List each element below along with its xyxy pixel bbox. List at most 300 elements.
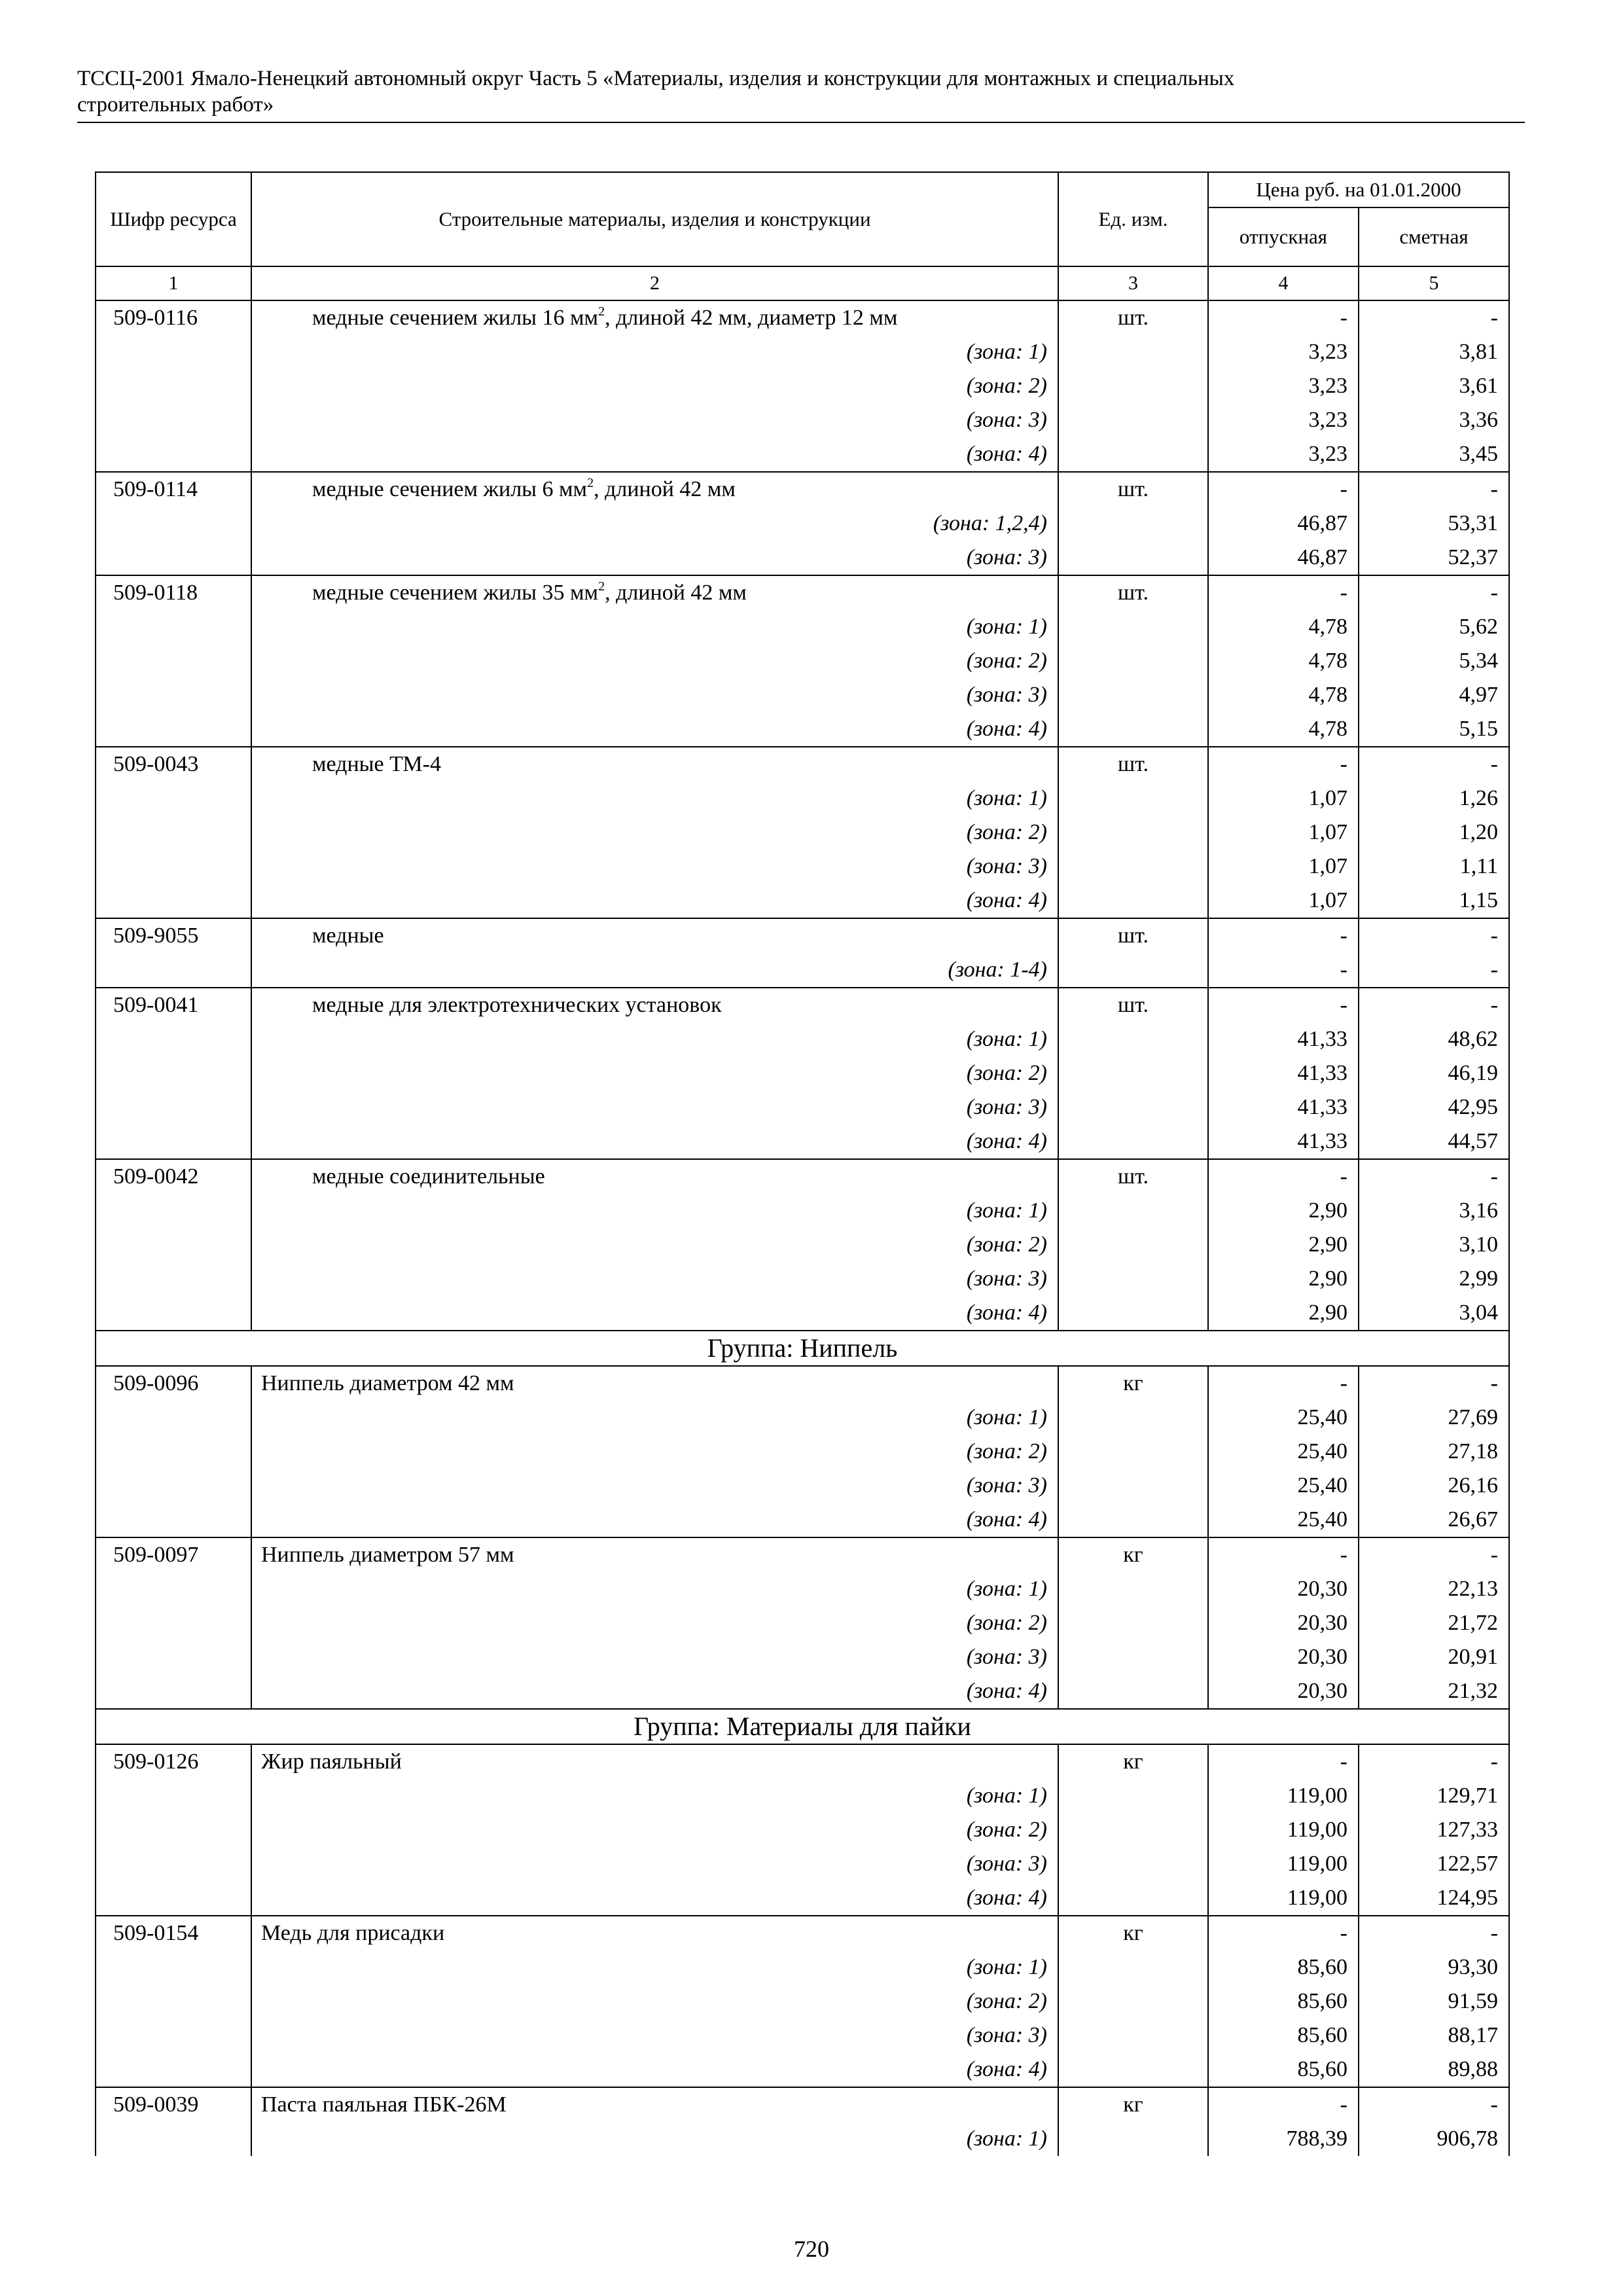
- resource-code: [96, 2018, 251, 2053]
- resource-code: 509-9055: [96, 918, 251, 953]
- zone-row: [96, 953, 1509, 988]
- resource-code: 509-0116: [96, 300, 251, 335]
- release-price: 20,30: [1208, 1572, 1359, 1606]
- zone-row: [96, 1469, 1509, 1503]
- unit-cell: [1058, 1022, 1208, 1056]
- estimate-price: 46,19: [1359, 1056, 1509, 1090]
- zone-label: (зона: 4): [251, 712, 1058, 747]
- resource-code: 509-0118: [96, 575, 251, 610]
- resource-code: [96, 1813, 251, 1847]
- resource-code: [96, 1640, 251, 1674]
- unit-cell: шт.: [1058, 747, 1208, 781]
- resource-code: 509-0096: [96, 1366, 251, 1401]
- unit-cell: [1058, 507, 1208, 541]
- zone-row: [96, 1022, 1509, 1056]
- zone-label: (зона: 3): [251, 1469, 1058, 1503]
- zone-label: (зона: 3): [251, 1847, 1058, 1881]
- zone-label: (зона: 2): [251, 1228, 1058, 1262]
- zone-label: (зона: 4): [251, 1296, 1058, 1331]
- zone-row: [96, 884, 1509, 918]
- material-name-text: Ниппель диаметром 42 мм: [261, 1371, 514, 1395]
- unit-cell: [1058, 816, 1208, 850]
- estimate-price: 5,15: [1359, 712, 1509, 747]
- material-name: [251, 1366, 1058, 1401]
- release-price: 25,40: [1208, 1401, 1359, 1435]
- zone-label: (зона: 1): [251, 1194, 1058, 1228]
- zone-label: (зона: 2): [251, 1813, 1058, 1847]
- zone-row: [96, 1779, 1509, 1813]
- zone-row: [96, 850, 1509, 884]
- material-name-text: Паста паяльная ПБК-26М: [261, 2092, 507, 2117]
- header-estimate: сметная: [1359, 207, 1509, 266]
- resource-code: [96, 1435, 251, 1469]
- zone-label: (зона: 3): [251, 1262, 1058, 1296]
- material-name: [251, 747, 1058, 781]
- resource-code: [96, 335, 251, 369]
- release-price: 2,90: [1208, 1228, 1359, 1262]
- zone-row: [96, 2053, 1509, 2087]
- estimate-price: 3,04: [1359, 1296, 1509, 1331]
- estimate-price: -: [1359, 1744, 1509, 1779]
- zone-label: (зона: 4): [251, 1503, 1058, 1537]
- release-price: -: [1208, 472, 1359, 507]
- estimate-price: 22,13: [1359, 1572, 1509, 1606]
- unit-cell: шт.: [1058, 472, 1208, 507]
- release-price: 25,40: [1208, 1435, 1359, 1469]
- material-name: [251, 1744, 1058, 1779]
- estimate-price: 129,71: [1359, 1779, 1509, 1813]
- header-price: Цена руб. на 01.01.2000: [1208, 172, 1509, 207]
- unit-cell: [1058, 712, 1208, 747]
- resource-code: [96, 953, 251, 988]
- material-name: [251, 1537, 1058, 1572]
- estimate-price: 5,34: [1359, 644, 1509, 678]
- resource-code: [96, 1950, 251, 1984]
- release-price: -: [1208, 747, 1359, 781]
- material-name-tail: , длиной 42 мм: [605, 581, 747, 605]
- zone-label: (зона: 1): [251, 1779, 1058, 1813]
- estimate-price: -: [1359, 1159, 1509, 1194]
- resource-code: [96, 1847, 251, 1881]
- material-name-text: медные сечением жилы 16 мм: [312, 306, 599, 330]
- release-price: 25,40: [1208, 1503, 1359, 1537]
- material-name: [251, 918, 1058, 953]
- estimate-price: -: [1359, 1916, 1509, 1950]
- unit-cell: кг: [1058, 1366, 1208, 1401]
- zone-row: [96, 1262, 1509, 1296]
- zone-label: (зона: 2): [251, 369, 1058, 403]
- unit-cell: [1058, 1779, 1208, 1813]
- material-name-text: Ниппель диаметром 57 мм: [261, 1543, 514, 1567]
- resource-code: 509-0114: [96, 472, 251, 507]
- release-price: -: [1208, 575, 1359, 610]
- resource-code: 509-0097: [96, 1537, 251, 1572]
- zone-label: (зона: 1): [251, 1950, 1058, 1984]
- resource-code: [96, 2053, 251, 2087]
- table-body: [96, 300, 1509, 2156]
- header-unit: Ед. изм.: [1058, 172, 1208, 266]
- resource-code: 509-0042: [96, 1159, 251, 1194]
- material-name: [251, 988, 1058, 1022]
- unit-cell: [1058, 610, 1208, 644]
- resource-code: [96, 369, 251, 403]
- zone-row: [96, 1056, 1509, 1090]
- header-rule: [77, 122, 1525, 123]
- unit-cell: кг: [1058, 1537, 1208, 1572]
- release-price: 41,33: [1208, 1090, 1359, 1124]
- unit-cell: [1058, 1674, 1208, 1709]
- column-number: 2: [251, 266, 1058, 300]
- zone-label: (зона: 3): [251, 2018, 1058, 2053]
- release-price: 1,07: [1208, 781, 1359, 816]
- estimate-price: 3,36: [1359, 403, 1509, 437]
- resource-code: 509-0043: [96, 747, 251, 781]
- zone-row: [96, 2018, 1509, 2053]
- zone-label: (зона: 4): [251, 437, 1058, 472]
- resource-code: [96, 1262, 251, 1296]
- estimate-price: 89,88: [1359, 2053, 1509, 2087]
- resource-code: 509-0041: [96, 988, 251, 1022]
- estimate-price: 5,62: [1359, 610, 1509, 644]
- release-price: 4,78: [1208, 712, 1359, 747]
- zone-row: [96, 437, 1509, 472]
- unit-cell: [1058, 1262, 1208, 1296]
- estimate-price: -: [1359, 575, 1509, 610]
- release-price: -: [1208, 1916, 1359, 1950]
- unit-cell: [1058, 1090, 1208, 1124]
- column-number: 5: [1359, 266, 1509, 300]
- header-line-2: строительных работ»: [77, 93, 274, 117]
- zone-label: (зона: 1): [251, 781, 1058, 816]
- zone-row: [96, 1228, 1509, 1262]
- zone-label: (зона: 1,2,4): [251, 507, 1058, 541]
- material-name-text: Медь для присадки: [261, 1921, 445, 1945]
- zone-row: [96, 507, 1509, 541]
- resource-code: [96, 1984, 251, 2018]
- zone-label: (зона: 4): [251, 1124, 1058, 1159]
- estimate-price: 44,57: [1359, 1124, 1509, 1159]
- zone-label: (зона: 4): [251, 1674, 1058, 1709]
- zone-label: (зона: 1): [251, 1401, 1058, 1435]
- unit-cell: шт.: [1058, 1159, 1208, 1194]
- zone-row: [96, 1296, 1509, 1331]
- estimate-price: -: [1359, 747, 1509, 781]
- price-table: [95, 171, 1510, 2156]
- material-name-text: медные сечением жилы 35 мм: [312, 581, 599, 605]
- release-price: 20,30: [1208, 1674, 1359, 1709]
- release-price: 41,33: [1208, 1124, 1359, 1159]
- zone-row: [96, 1435, 1509, 1469]
- zone-row: [96, 678, 1509, 712]
- estimate-price: 124,95: [1359, 1881, 1509, 1916]
- resource-code: [96, 541, 251, 575]
- resource-code: [96, 1779, 251, 1813]
- release-price: -: [1208, 300, 1359, 335]
- estimate-price: 20,91: [1359, 1640, 1509, 1674]
- zone-label: (зона: 1-4): [251, 953, 1058, 988]
- zone-row: [96, 1950, 1509, 1984]
- zone-row: [96, 610, 1509, 644]
- zone-label: (зона: 2): [251, 1435, 1058, 1469]
- resource-code: [96, 403, 251, 437]
- release-price: 1,07: [1208, 850, 1359, 884]
- unit-cell: [1058, 437, 1208, 472]
- resource-code: 509-0039: [96, 2087, 251, 2122]
- zone-label: (зона: 1): [251, 610, 1058, 644]
- unit-cell: [1058, 781, 1208, 816]
- material-name-text: медные соединительные: [312, 1164, 545, 1189]
- release-price: 4,78: [1208, 678, 1359, 712]
- page-number: 720: [794, 2236, 829, 2262]
- release-price: 3,23: [1208, 369, 1359, 403]
- estimate-price: 3,61: [1359, 369, 1509, 403]
- resource-code: [96, 678, 251, 712]
- release-price: -: [1208, 1366, 1359, 1401]
- column-number: 1: [96, 266, 251, 300]
- resource-code: [96, 1228, 251, 1262]
- release-price: -: [1208, 918, 1359, 953]
- zone-label: (зона: 2): [251, 1056, 1058, 1090]
- material-name-tail: , длиной 42 мм, диаметр 12 мм: [605, 306, 898, 330]
- resource-code: [96, 1503, 251, 1537]
- unit-cell: [1058, 1950, 1208, 1984]
- release-price: 3,23: [1208, 437, 1359, 472]
- zone-label: (зона: 3): [251, 850, 1058, 884]
- unit-cell: [1058, 541, 1208, 575]
- item-row: [96, 1537, 1509, 1572]
- header-code: Шифр ресурса: [96, 172, 251, 266]
- zone-row: [96, 1090, 1509, 1124]
- unit-cell: шт.: [1058, 988, 1208, 1022]
- release-price: 41,33: [1208, 1056, 1359, 1090]
- zone-row: [96, 1984, 1509, 2018]
- release-price: 788,39: [1208, 2122, 1359, 2156]
- zone-label: (зона: 3): [251, 678, 1058, 712]
- release-price: 1,07: [1208, 816, 1359, 850]
- estimate-price: 21,72: [1359, 1606, 1509, 1640]
- estimate-price: -: [1359, 953, 1509, 988]
- estimate-price: 122,57: [1359, 1847, 1509, 1881]
- estimate-price: 21,32: [1359, 1674, 1509, 1709]
- unit-cell: [1058, 1124, 1208, 1159]
- zone-label: (зона: 2): [251, 816, 1058, 850]
- estimate-price: -: [1359, 1537, 1509, 1572]
- estimate-price: 1,20: [1359, 816, 1509, 850]
- resource-code: [96, 1674, 251, 1709]
- release-price: 46,87: [1208, 507, 1359, 541]
- estimate-price: 52,37: [1359, 541, 1509, 575]
- resource-code: [96, 1124, 251, 1159]
- column-number: 3: [1058, 266, 1208, 300]
- resource-code: [96, 712, 251, 747]
- estimate-price: 3,10: [1359, 1228, 1509, 1262]
- resource-code: [96, 1606, 251, 1640]
- unit-cell: [1058, 2018, 1208, 2053]
- estimate-price: 906,78: [1359, 2122, 1509, 2156]
- estimate-price: 91,59: [1359, 1984, 1509, 2018]
- zone-row: [96, 369, 1509, 403]
- release-price: -: [1208, 2087, 1359, 2122]
- zone-row: [96, 712, 1509, 747]
- release-price: 85,60: [1208, 1950, 1359, 1984]
- zone-row: [96, 1813, 1509, 1847]
- unit-cell: [1058, 335, 1208, 369]
- estimate-price: -: [1359, 2087, 1509, 2122]
- unit-cell: [1058, 369, 1208, 403]
- zone-label: (зона: 1): [251, 1572, 1058, 1606]
- zone-label: (зона: 3): [251, 1090, 1058, 1124]
- column-numbers-row: [96, 266, 1509, 300]
- zone-row: [96, 816, 1509, 850]
- resource-code: [96, 1090, 251, 1124]
- resource-code: [96, 850, 251, 884]
- zone-row: [96, 1401, 1509, 1435]
- unit-cell: [1058, 850, 1208, 884]
- superscript: 2: [587, 476, 594, 490]
- unit-cell: [1058, 1401, 1208, 1435]
- release-price: 85,60: [1208, 2053, 1359, 2087]
- estimate-price: -: [1359, 988, 1509, 1022]
- unit-cell: шт.: [1058, 918, 1208, 953]
- release-price: -: [1208, 1537, 1359, 1572]
- unit-cell: [1058, 1296, 1208, 1331]
- zone-label: (зона: 1): [251, 335, 1058, 369]
- material-name: [251, 472, 1058, 507]
- item-row: [96, 747, 1509, 781]
- release-price: -: [1208, 1744, 1359, 1779]
- release-price: 1,07: [1208, 884, 1359, 918]
- resource-code: [96, 781, 251, 816]
- group-heading: Группа: Материалы для пайки: [96, 1709, 1509, 1744]
- item-row: [96, 918, 1509, 953]
- unit-cell: [1058, 1469, 1208, 1503]
- group-heading: Группа: Ниппель: [96, 1331, 1509, 1366]
- release-price: 41,33: [1208, 1022, 1359, 1056]
- unit-cell: [1058, 1847, 1208, 1881]
- release-price: -: [1208, 988, 1359, 1022]
- item-row: [96, 1366, 1509, 1401]
- resource-code: [96, 1881, 251, 1916]
- unit-cell: [1058, 403, 1208, 437]
- unit-cell: [1058, 1572, 1208, 1606]
- superscript: 2: [598, 304, 605, 319]
- unit-cell: [1058, 2053, 1208, 2087]
- unit-cell: шт.: [1058, 575, 1208, 610]
- estimate-price: 42,95: [1359, 1090, 1509, 1124]
- resource-code: [96, 1469, 251, 1503]
- estimate-price: 48,62: [1359, 1022, 1509, 1056]
- unit-cell: [1058, 884, 1208, 918]
- material-name-text: Жир паяльный: [261, 1749, 402, 1774]
- unit-cell: [1058, 1813, 1208, 1847]
- release-price: -: [1208, 1159, 1359, 1194]
- resource-code: [96, 437, 251, 472]
- resource-code: 509-0126: [96, 1744, 251, 1779]
- resource-code: [96, 1401, 251, 1435]
- release-price: 119,00: [1208, 1881, 1359, 1916]
- document-header: [77, 65, 1524, 118]
- resource-code: [96, 1296, 251, 1331]
- resource-code: [96, 507, 251, 541]
- release-price: 2,90: [1208, 1262, 1359, 1296]
- estimate-price: 4,97: [1359, 678, 1509, 712]
- item-row: [96, 472, 1509, 507]
- estimate-price: 3,81: [1359, 335, 1509, 369]
- estimate-price: -: [1359, 918, 1509, 953]
- estimate-price: 127,33: [1359, 1813, 1509, 1847]
- release-price: 119,00: [1208, 1813, 1359, 1847]
- estimate-price: -: [1359, 300, 1509, 335]
- unit-cell: [1058, 1640, 1208, 1674]
- estimate-price: 1,26: [1359, 781, 1509, 816]
- zone-row: [96, 1881, 1509, 1916]
- unit-cell: [1058, 644, 1208, 678]
- unit-cell: [1058, 1881, 1208, 1916]
- zone-label: (зона: 1): [251, 2122, 1058, 2156]
- resource-code: [96, 2122, 251, 2156]
- zone-label: (зона: 3): [251, 403, 1058, 437]
- resource-code: [96, 1022, 251, 1056]
- release-price: 20,30: [1208, 1640, 1359, 1674]
- zone-row: [96, 781, 1509, 816]
- material-name-text: медные: [312, 924, 384, 948]
- resource-code: [96, 884, 251, 918]
- release-price: 85,60: [1208, 1984, 1359, 2018]
- material-name-tail: , длиной 42 мм: [594, 477, 736, 501]
- item-row: [96, 300, 1509, 335]
- zone-row: [96, 1503, 1509, 1537]
- header-name: Строительные материалы, изделия и конструкции: [251, 172, 1058, 266]
- zone-label: (зона: 2): [251, 1606, 1058, 1640]
- superscript: 2: [598, 579, 605, 594]
- release-price: 20,30: [1208, 1606, 1359, 1640]
- unit-cell: [1058, 1435, 1208, 1469]
- release-price: 119,00: [1208, 1779, 1359, 1813]
- resource-code: [96, 1194, 251, 1228]
- item-row: [96, 1916, 1509, 1950]
- zone-label: (зона: 4): [251, 1881, 1058, 1916]
- zone-label: (зона: 3): [251, 541, 1058, 575]
- release-price: 25,40: [1208, 1469, 1359, 1503]
- unit-cell: шт.: [1058, 300, 1208, 335]
- zone-label: (зона: 1): [251, 1022, 1058, 1056]
- item-row: [96, 1744, 1509, 1779]
- material-name: [251, 1159, 1058, 1194]
- unit-cell: кг: [1058, 1916, 1208, 1950]
- release-price: 46,87: [1208, 541, 1359, 575]
- estimate-price: 26,67: [1359, 1503, 1509, 1537]
- zone-row: [96, 1674, 1509, 1709]
- group-heading-row: [96, 1331, 1509, 1366]
- zone-label: (зона: 4): [251, 884, 1058, 918]
- column-number: 4: [1208, 266, 1359, 300]
- estimate-price: 93,30: [1359, 1950, 1509, 1984]
- zone-row: [96, 403, 1509, 437]
- estimate-price: 3,16: [1359, 1194, 1509, 1228]
- unit-cell: кг: [1058, 1744, 1208, 1779]
- item-row: [96, 575, 1509, 610]
- unit-cell: [1058, 1056, 1208, 1090]
- resource-code: [96, 1572, 251, 1606]
- unit-cell: [1058, 678, 1208, 712]
- material-name-text: медные для электротехнических установок: [312, 993, 722, 1017]
- unit-cell: [1058, 2122, 1208, 2156]
- item-row: [96, 988, 1509, 1022]
- estimate-price: 27,69: [1359, 1401, 1509, 1435]
- zone-row: [96, 1640, 1509, 1674]
- release-price: -: [1208, 953, 1359, 988]
- unit-cell: [1058, 1194, 1208, 1228]
